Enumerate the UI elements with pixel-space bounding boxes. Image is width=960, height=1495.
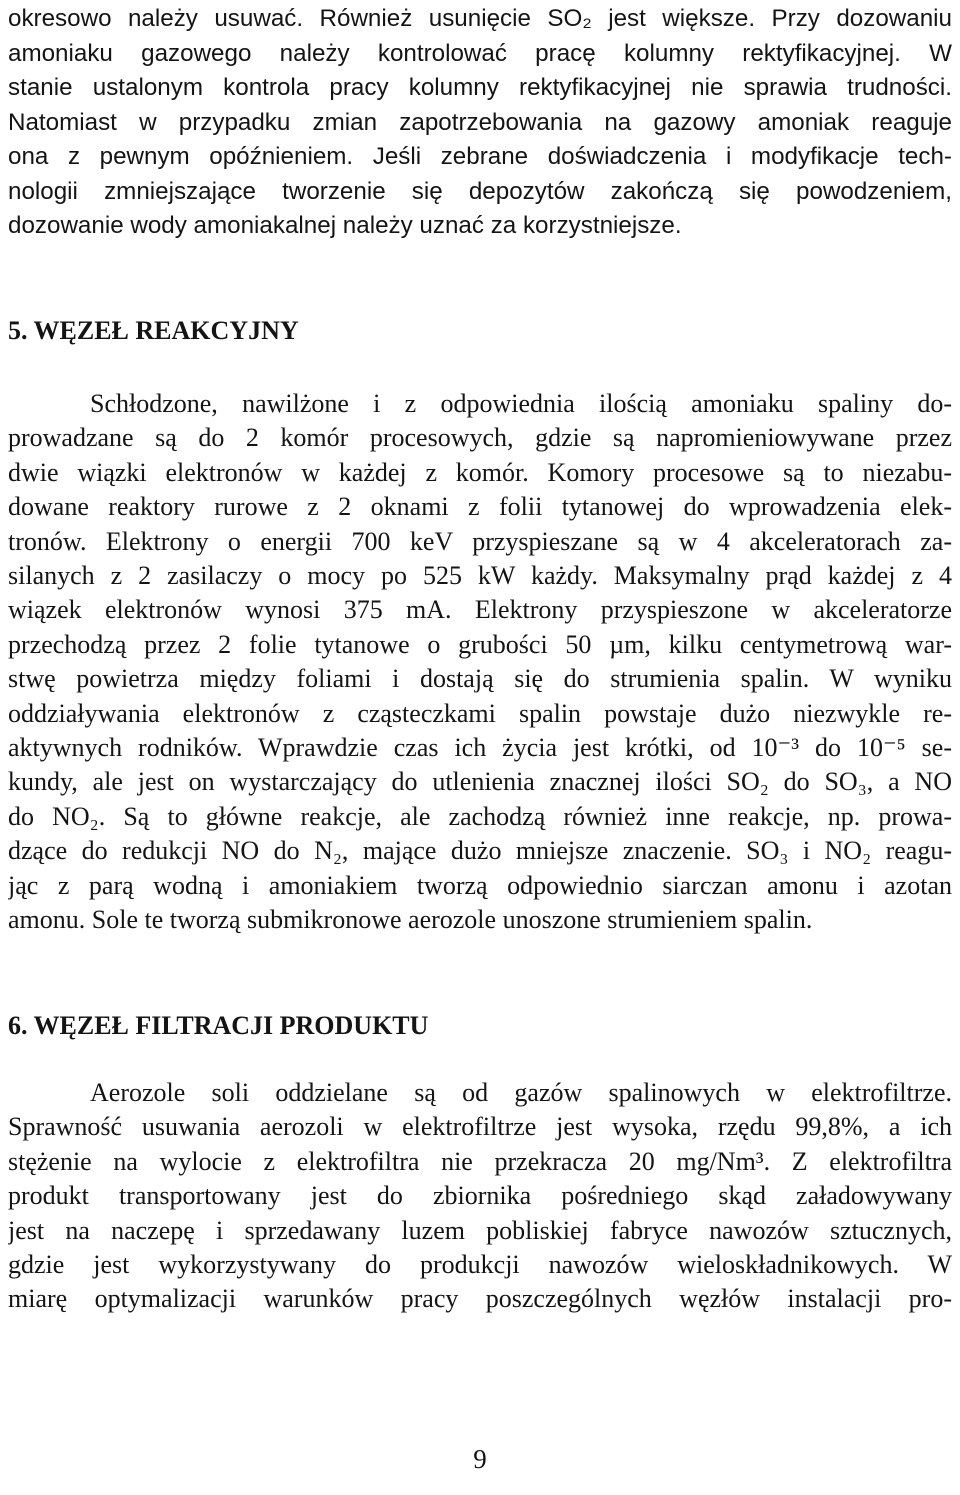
page-number: 9 [473,1444,487,1474]
text-line: dozowanie wody amoniakalnej należy uznać za korzystniejsze. [8,212,682,239]
text-line: jąc z parą wodną i amoniakiem tworzą odpowiednio siarczan amonu i azotan [8,870,952,900]
text-line: produkt transportowany jest do zbiornika pośredniego skąd załadowywany [8,1181,952,1211]
text-line: Schłodzone, nawilżone i z odpowiednia ilością amoniaku spaliny do- [90,389,952,418]
text-line: amonu. Sole te tworzą submikronowe aerozole unoszone strumieniem spalin. [8,905,813,935]
text-line: miarę optymalizacji warunków pracy poszczególnych węzłów instalacji pro- [8,1284,952,1314]
text-line: Natomiast w przypadku zmian zapotrzebowania na gazowy amoniak reaguje [8,108,952,136]
text-line: stanie ustalonym kontrola pracy kolumny rektyfikacyjnej nie sprawia trudności. [8,74,952,101]
text-line: stwę powietrza między foliami i dostają się do strumienia spalin. W wyniku [8,664,952,694]
text-line: tronów. Elektrony o energii 700 keV przyspieszane są w 4 akceleratorach za- [8,526,952,556]
text-line: oddziaływania elektronów z cząsteczkami spalin powstaje dużo niezwykle re- [8,698,952,728]
section-5-heading: 5. WĘZEŁ REAKCYJNY [8,316,299,345]
section-5-paragraph [8,387,952,938]
text-line: prowadzane są do 2 komór procesowych, gdzie są napromieniowywane przez [8,423,952,453]
text-line: dzące do redukcji NO do N₂, mające dużo mniejsze znaczenie. SO₃ i NO₂ reagu- [8,836,952,866]
text-line: do NO₂. Są to główne reakcje, ale zachodzą również inne reakcje, np. prowa- [8,801,952,831]
text-line: dowane reaktory rurowe z 2 oknami z folii tytanowej do wprowadzenia elek- [8,492,952,522]
text-line: Aerozole soli oddzielane są od gazów spalinowych w elektrofiltrze. [90,1078,952,1107]
text-line: gdzie jest wykorzystywany do produkcji nawozów wieloskładnikowych. W [8,1250,952,1280]
text-line: dwie wiązki elektronów w każdej z komór. Komory procesowe są to niezabu- [8,457,952,487]
text-line: okresowo należy usuwać. Również usunięcie SO₂ jest większe. Przy dozowaniu [8,5,952,32]
text-line: amoniaku gazowego należy kontrolować pracę kolumny rektyfikacyjnej. W [8,39,952,67]
text-line: przechodzą przez 2 folie tytanowe o grubości 50 µm, kilku centymetrową war- [8,629,952,659]
text-line: silanych z 2 zasilaczy o mocy po 525 kW każdy. Maksymalny prąd każdej z 4 [8,561,952,591]
section-6-heading: 6. WĘZEŁ FILTRACJI PRODUKTU [8,1011,429,1040]
text-line: aktywnych rodników. Wprawdzie czas ich życia jest krótki, od 10⁻³ do 10⁻⁵ se- [8,733,952,763]
section-6-paragraph [8,1076,952,1317]
text-line: Sprawność usuwania aerozoli w elektrofiltrze jest wysoka, rzędu 99,8%, a ich [8,1112,952,1142]
text-line: stężenie na wylocie z elektrofiltra nie przekracza 20 mg/Nm³. Z elektrofiltra [8,1146,952,1176]
intro-paragraph [8,2,952,244]
text-line: nologii zmniejszające tworzenie się depozytów zakończą się powodzeniem, [8,177,952,205]
text-line: ona z pewnym opóźnieniem. Jeśli zebrane doświadczenia i modyfikacje tech- [8,143,952,170]
text-line: kundy, ale jest on wystarczający do utlenienia znacznej ilości SO₂ do SO₃, a NO [8,767,952,797]
text-line: wiązek elektronów wynosi 375 mA. Elektrony przyspieszone w akceleratorze [8,595,952,625]
text-line: jest na naczepę i sprzedawany luzem pobliskiej fabryce nawozów sztucznych, [8,1215,952,1245]
